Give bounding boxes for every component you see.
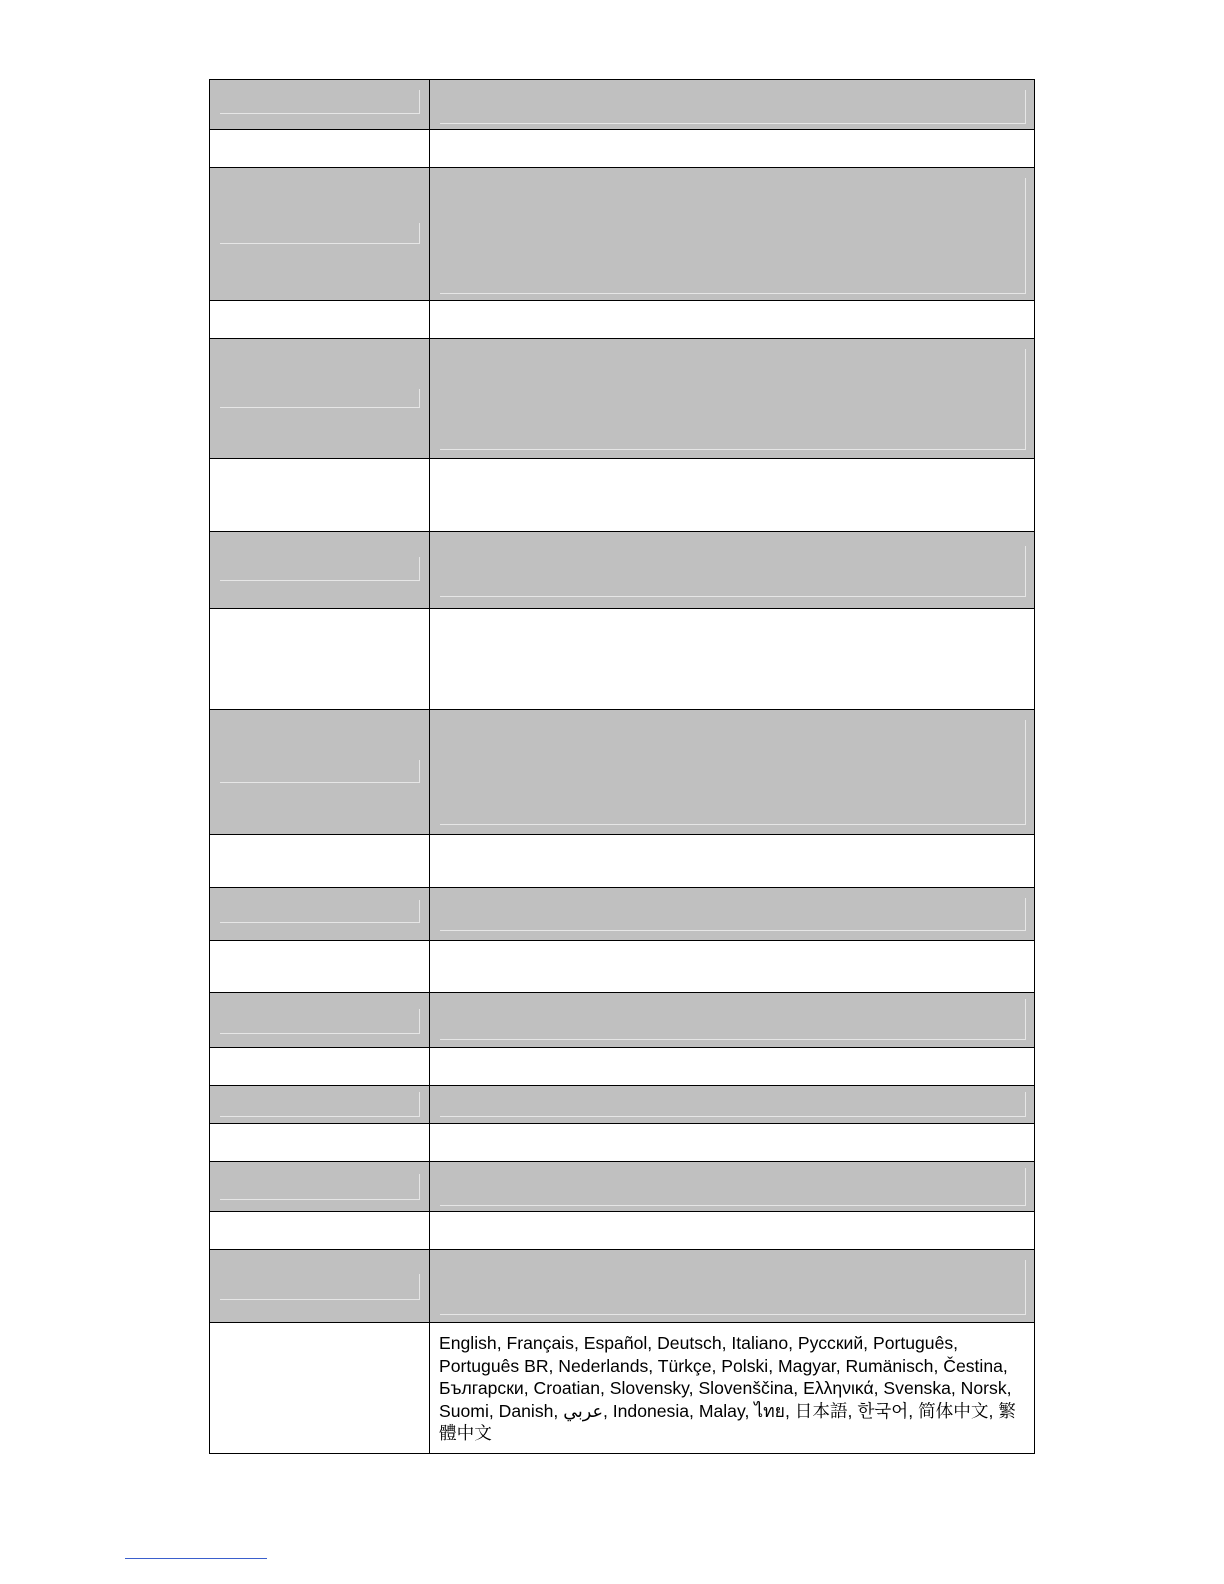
spec-value-cell [430, 1212, 1035, 1250]
spec-value-cell [430, 301, 1035, 339]
languages-value-cell [430, 1323, 1035, 1454]
spec-label-cell [210, 1086, 430, 1124]
spec-value-cell [430, 1162, 1035, 1212]
table-row [210, 339, 1035, 459]
spec-label-cell [210, 609, 430, 710]
table-row [210, 1212, 1035, 1250]
table-row [210, 1124, 1035, 1162]
spec-value-cell [430, 532, 1035, 609]
spec-label-cell [210, 1250, 430, 1323]
spec-label-cell [210, 710, 430, 835]
spec-value-cell [430, 339, 1035, 459]
spec-label-cell [210, 941, 430, 993]
specification-table [209, 79, 1035, 1454]
table-row [210, 459, 1035, 532]
spec-label-cell [210, 993, 430, 1048]
table-row [210, 80, 1035, 130]
table-row [210, 1250, 1035, 1323]
table-row [210, 609, 1035, 710]
table-row [210, 835, 1035, 888]
table-row [210, 941, 1035, 993]
spec-value-cell [430, 168, 1035, 301]
table-row [210, 532, 1035, 609]
spec-value-cell [430, 710, 1035, 835]
table-row [210, 888, 1035, 941]
languages-label-cell [210, 1323, 430, 1454]
table-row [210, 301, 1035, 339]
table-row [210, 168, 1035, 301]
supported-languages-list: English, Français, Español, Deutsch, Italiano, Русский, Português, Português BR, Nederlands, Türkçe, Polski, Magyar, Rumänisch, Čestina, Български, Croatian, Slovensky, Slovenščina, Ελληνικά, Svenska, Norsk, Suomi, Danish, عربي, Indonesia, Malay, ไทย, 日本語, 한국어, 简体中文, 繁體中文 [439, 1333, 1016, 1443]
spec-value-cell [430, 1048, 1035, 1086]
spec-label-cell [210, 1162, 430, 1212]
spec-value-cell [430, 80, 1035, 130]
table-row [210, 1048, 1035, 1086]
table-row [210, 710, 1035, 835]
spec-value-cell [430, 1086, 1035, 1124]
spec-label-cell [210, 1048, 430, 1086]
spec-value-cell [430, 835, 1035, 888]
spec-value-cell [430, 1124, 1035, 1162]
spec-label-cell [210, 1212, 430, 1250]
spec-value-cell [430, 941, 1035, 993]
spec-label-cell [210, 130, 430, 168]
table-row [210, 993, 1035, 1048]
spec-value-cell [430, 1250, 1035, 1323]
spec-label-cell [210, 835, 430, 888]
table-row [210, 130, 1035, 168]
spec-label-cell [210, 80, 430, 130]
spec-label-cell [210, 1124, 430, 1162]
table-row [210, 1086, 1035, 1124]
spec-label-cell [210, 532, 430, 609]
footnote-separator [125, 1558, 267, 1559]
table-row [210, 1162, 1035, 1212]
table-row-languages [210, 1323, 1035, 1454]
spec-label-cell [210, 168, 430, 301]
spec-label-cell [210, 459, 430, 532]
spec-value-cell [430, 888, 1035, 941]
spec-label-cell [210, 339, 430, 459]
spec-value-cell [430, 459, 1035, 532]
spec-label-cell [210, 301, 430, 339]
spec-value-cell [430, 993, 1035, 1048]
spec-label-cell [210, 888, 430, 941]
spec-value-cell [430, 609, 1035, 710]
spec-value-cell [430, 130, 1035, 168]
